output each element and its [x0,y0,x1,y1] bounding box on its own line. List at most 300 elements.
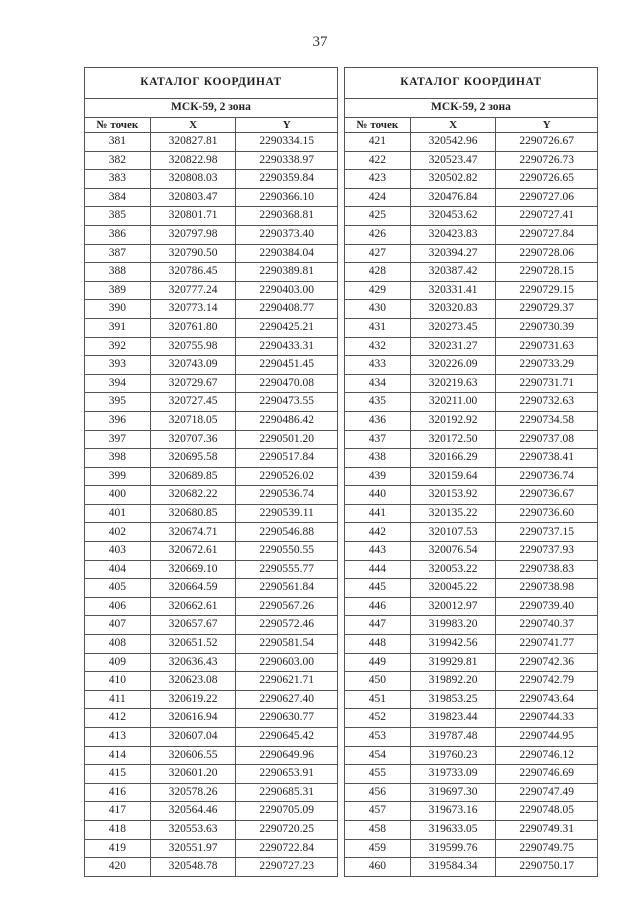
column-header-y: Y [236,118,338,133]
table-row [345,263,598,282]
x-coordinate-cell: 320453.62 [410,207,496,226]
x-coordinate-cell: 320159.64 [410,467,496,486]
y-coordinate-cell: 2290567.26 [236,597,338,616]
y-coordinate-cell: 2290746.12 [496,746,598,765]
table-row [85,635,338,654]
y-coordinate-cell: 2290555.77 [236,560,338,579]
y-coordinate-cell: 2290726.67 [496,133,598,152]
table-row [85,188,338,207]
point-number-cell: 446 [345,597,411,616]
x-coordinate-cell: 320172.50 [410,430,496,449]
x-coordinate-cell: 319853.25 [410,690,496,709]
point-number-cell: 448 [345,635,411,654]
x-coordinate-cell: 320166.29 [410,449,496,468]
y-coordinate-cell: 2290727.23 [236,858,338,877]
point-number-cell: 421 [345,133,411,152]
x-coordinate-cell: 320797.98 [150,225,236,244]
point-number-cell: 407 [85,616,151,635]
y-coordinate-cell: 2290627.40 [236,690,338,709]
table-row [345,151,598,170]
x-coordinate-cell: 320542.96 [410,133,496,152]
point-number-cell: 385 [85,207,151,226]
x-coordinate-cell: 320553.63 [150,820,236,839]
point-number-cell: 433 [345,356,411,375]
y-coordinate-cell: 2290368.81 [236,207,338,226]
table-row [85,783,338,802]
y-coordinate-cell: 2290546.88 [236,523,338,542]
table-row [345,207,598,226]
table-row [85,244,338,263]
table-body [85,133,338,877]
x-coordinate-cell: 320727.45 [150,393,236,412]
x-coordinate-cell: 320790.50 [150,244,236,263]
table-row [345,635,598,654]
x-coordinate-cell: 320564.46 [150,802,236,821]
y-coordinate-cell: 2290726.65 [496,170,598,189]
y-coordinate-cell: 2290720.25 [236,820,338,839]
x-coordinate-cell: 320606.55 [150,746,236,765]
table-row [85,653,338,672]
y-coordinate-cell: 2290645.42 [236,728,338,747]
table-row [85,709,338,728]
y-coordinate-cell: 2290737.15 [496,523,598,542]
point-number-cell: 418 [85,820,151,839]
table-row [85,504,338,523]
table-row [345,300,598,319]
coordinate-catalog-table-right [344,67,598,877]
y-coordinate-cell: 2290408.77 [236,300,338,319]
y-coordinate-cell: 2290736.74 [496,467,598,486]
y-coordinate-cell: 2290739.40 [496,597,598,616]
x-coordinate-cell: 320707.36 [150,430,236,449]
point-number-cell: 451 [345,690,411,709]
table-row [345,839,598,858]
y-coordinate-cell: 2290728.15 [496,263,598,282]
y-coordinate-cell: 2290726.73 [496,151,598,170]
x-coordinate-cell: 320192.92 [410,411,496,430]
x-coordinate-cell: 320808.03 [150,170,236,189]
table-row [85,151,338,170]
x-coordinate-cell: 320394.27 [410,244,496,263]
coordinate-catalog-table-left [84,67,338,877]
x-coordinate-cell: 319697.30 [410,783,496,802]
x-coordinate-cell: 320476.84 [410,188,496,207]
y-coordinate-cell: 2290433.31 [236,337,338,356]
point-number-cell: 392 [85,337,151,356]
point-number-cell: 410 [85,672,151,691]
table-row [345,858,598,877]
point-number-cell: 455 [345,765,411,784]
table-body [345,133,598,877]
point-number-cell: 453 [345,728,411,747]
y-coordinate-cell: 2290732.63 [496,393,598,412]
point-number-cell: 447 [345,616,411,635]
table-row [345,486,598,505]
table-row [345,616,598,635]
point-number-cell: 419 [85,839,151,858]
table-row [345,597,598,616]
table-row [85,318,338,337]
y-coordinate-cell: 2290572.46 [236,616,338,635]
point-number-cell: 436 [345,411,411,430]
table-row [345,374,598,393]
table-row [345,188,598,207]
x-coordinate-cell: 320231.27 [410,337,496,356]
y-coordinate-cell: 2290738.98 [496,579,598,598]
coordinate-system-label: МСК-59, 2 зона [85,99,338,118]
x-coordinate-cell: 320211.00 [410,393,496,412]
y-coordinate-cell: 2290473.55 [236,393,338,412]
y-coordinate-cell: 2290486.42 [236,411,338,430]
table-row [85,858,338,877]
point-number-cell: 435 [345,393,411,412]
table-row [345,504,598,523]
x-coordinate-cell: 320773.14 [150,300,236,319]
x-coordinate-cell: 320755.98 [150,337,236,356]
point-number-cell: 423 [345,170,411,189]
table-row [85,133,338,152]
x-coordinate-cell: 319673.16 [410,802,496,821]
x-coordinate-cell: 320107.53 [410,523,496,542]
y-coordinate-cell: 2290653.91 [236,765,338,784]
point-number-cell: 413 [85,728,151,747]
x-coordinate-cell: 320801.71 [150,207,236,226]
x-coordinate-cell: 320786.45 [150,263,236,282]
point-number-cell: 401 [85,504,151,523]
point-number-cell: 388 [85,263,151,282]
coordinate-system-label: МСК-59, 2 зона [345,99,598,118]
point-number-cell: 415 [85,765,151,784]
point-number-cell: 452 [345,709,411,728]
point-number-cell: 426 [345,225,411,244]
point-number-cell: 417 [85,802,151,821]
point-number-cell: 384 [85,188,151,207]
table-row [345,802,598,821]
y-coordinate-cell: 2290685.31 [236,783,338,802]
y-coordinate-cell: 2290384.04 [236,244,338,263]
table-row [345,356,598,375]
y-coordinate-cell: 2290722.84 [236,839,338,858]
y-coordinate-cell: 2290749.75 [496,839,598,858]
x-coordinate-cell: 320616.94 [150,709,236,728]
y-coordinate-cell: 2290731.71 [496,374,598,393]
table-row [85,616,338,635]
x-coordinate-cell: 320664.59 [150,579,236,598]
x-coordinate-cell: 320680.85 [150,504,236,523]
column-header-point-number: № точек [85,118,151,133]
table-row [345,225,598,244]
y-coordinate-cell: 2290738.83 [496,560,598,579]
x-coordinate-cell: 320423.83 [410,225,496,244]
x-coordinate-cell: 319599.76 [410,839,496,858]
table-row [85,765,338,784]
x-coordinate-cell: 319760.23 [410,746,496,765]
table-row [85,337,338,356]
point-number-cell: 382 [85,151,151,170]
x-coordinate-cell: 320718.05 [150,411,236,430]
table-row [85,263,338,282]
x-coordinate-cell: 320578.26 [150,783,236,802]
x-coordinate-cell: 320669.10 [150,560,236,579]
catalog-title: КАТАЛОГ КООРДИНАТ [85,68,338,99]
point-number-cell: 400 [85,486,151,505]
x-coordinate-cell: 320607.04 [150,728,236,747]
x-coordinate-cell: 320551.97 [150,839,236,858]
y-coordinate-cell: 2290727.41 [496,207,598,226]
y-coordinate-cell: 2290603.00 [236,653,338,672]
table-row [85,690,338,709]
x-coordinate-cell: 320827.81 [150,133,236,152]
table-row [345,430,598,449]
x-coordinate-cell: 319733.09 [410,765,496,784]
point-number-cell: 397 [85,430,151,449]
x-coordinate-cell: 320320.83 [410,300,496,319]
point-number-cell: 429 [345,281,411,300]
y-coordinate-cell: 2290727.84 [496,225,598,244]
table-row [85,728,338,747]
table-row [85,672,338,691]
column-header-point-number: № точек [345,118,411,133]
point-number-cell: 431 [345,318,411,337]
x-coordinate-cell: 320053.22 [410,560,496,579]
table-row [85,486,338,505]
point-number-cell: 408 [85,635,151,654]
y-coordinate-cell: 2290740.37 [496,616,598,635]
table-row [85,411,338,430]
y-coordinate-cell: 2290729.37 [496,300,598,319]
y-coordinate-cell: 2290630.77 [236,709,338,728]
x-coordinate-cell: 320662.61 [150,597,236,616]
point-number-cell: 460 [345,858,411,877]
y-coordinate-cell: 2290736.60 [496,504,598,523]
table-row [85,374,338,393]
y-coordinate-cell: 2290539.11 [236,504,338,523]
y-coordinate-cell: 2290389.81 [236,263,338,282]
table-row [85,802,338,821]
table-row [345,672,598,691]
table-row [85,393,338,412]
table-row [345,133,598,152]
table-row [85,746,338,765]
y-coordinate-cell: 2290501.20 [236,430,338,449]
x-coordinate-cell: 320502.82 [410,170,496,189]
column-header-x: X [410,118,496,133]
table-row [345,820,598,839]
y-coordinate-cell: 2290749.31 [496,820,598,839]
point-number-cell: 444 [345,560,411,579]
point-number-cell: 409 [85,653,151,672]
point-number-cell: 420 [85,858,151,877]
point-number-cell: 440 [345,486,411,505]
y-coordinate-cell: 2290738.41 [496,449,598,468]
point-number-cell: 386 [85,225,151,244]
y-coordinate-cell: 2290737.08 [496,430,598,449]
x-coordinate-cell: 319787.48 [410,728,496,747]
x-coordinate-cell: 320672.61 [150,542,236,561]
point-number-cell: 439 [345,467,411,486]
y-coordinate-cell: 2290744.33 [496,709,598,728]
x-coordinate-cell: 319823.44 [410,709,496,728]
column-header-x: X [150,118,236,133]
y-coordinate-cell: 2290517.84 [236,449,338,468]
x-coordinate-cell: 320523.47 [410,151,496,170]
table-row [85,430,338,449]
x-coordinate-cell: 320331.41 [410,281,496,300]
y-coordinate-cell: 2290705.09 [236,802,338,821]
table-row [345,449,598,468]
y-coordinate-cell: 2290741.77 [496,635,598,654]
point-number-cell: 428 [345,263,411,282]
point-number-cell: 395 [85,393,151,412]
x-coordinate-cell: 320548.78 [150,858,236,877]
table-row [345,709,598,728]
point-number-cell: 414 [85,746,151,765]
point-number-cell: 391 [85,318,151,337]
point-number-cell: 390 [85,300,151,319]
table-row [345,653,598,672]
point-number-cell: 424 [345,188,411,207]
table-row [85,560,338,579]
table-row [345,690,598,709]
y-coordinate-cell: 2290742.79 [496,672,598,691]
point-number-cell: 454 [345,746,411,765]
table-row [345,281,598,300]
point-number-cell: 416 [85,783,151,802]
x-coordinate-cell: 320135.22 [410,504,496,523]
x-coordinate-cell: 320729.67 [150,374,236,393]
y-coordinate-cell: 2290746.69 [496,765,598,784]
point-number-cell: 457 [345,802,411,821]
y-coordinate-cell: 2290536.74 [236,486,338,505]
x-coordinate-cell: 320601.20 [150,765,236,784]
y-coordinate-cell: 2290425.21 [236,318,338,337]
table-row [345,244,598,263]
y-coordinate-cell: 2290750.17 [496,858,598,877]
point-number-cell: 430 [345,300,411,319]
x-coordinate-cell: 320619.22 [150,690,236,709]
point-number-cell: 403 [85,542,151,561]
y-coordinate-cell: 2290373.40 [236,225,338,244]
y-coordinate-cell: 2290403.00 [236,281,338,300]
point-number-cell: 405 [85,579,151,598]
y-coordinate-cell: 2290728.06 [496,244,598,263]
catalog-title: КАТАЛОГ КООРДИНАТ [345,68,598,99]
table-row [85,467,338,486]
x-coordinate-cell: 319892.20 [410,672,496,691]
point-number-cell: 394 [85,374,151,393]
y-coordinate-cell: 2290526.02 [236,467,338,486]
point-number-cell: 449 [345,653,411,672]
point-number-cell: 442 [345,523,411,542]
x-coordinate-cell: 320012.97 [410,597,496,616]
table-row [345,746,598,765]
table-row [345,579,598,598]
x-coordinate-cell: 320777.24 [150,281,236,300]
point-number-cell: 399 [85,467,151,486]
x-coordinate-cell: 319942.56 [410,635,496,654]
x-coordinate-cell: 320045.22 [410,579,496,598]
x-coordinate-cell: 320219.63 [410,374,496,393]
x-coordinate-cell: 320689.85 [150,467,236,486]
table-row [345,728,598,747]
table-row [345,411,598,430]
x-coordinate-cell: 319584.34 [410,858,496,877]
y-coordinate-cell: 2290733.29 [496,356,598,375]
point-number-cell: 389 [85,281,151,300]
y-coordinate-cell: 2290742.36 [496,653,598,672]
table-row [85,597,338,616]
x-coordinate-cell: 320761.80 [150,318,236,337]
table-row [345,783,598,802]
x-coordinate-cell: 320153.92 [410,486,496,505]
table-row [85,207,338,226]
x-coordinate-cell: 320695.58 [150,449,236,468]
point-number-cell: 396 [85,411,151,430]
point-number-cell: 456 [345,783,411,802]
table-row [345,542,598,561]
table-row [85,225,338,244]
x-coordinate-cell: 319929.81 [410,653,496,672]
table-row [345,467,598,486]
table-row [85,523,338,542]
y-coordinate-cell: 2290359.84 [236,170,338,189]
x-coordinate-cell: 320803.47 [150,188,236,207]
y-coordinate-cell: 2290621.71 [236,672,338,691]
point-number-cell: 437 [345,430,411,449]
x-coordinate-cell: 320682.22 [150,486,236,505]
point-number-cell: 422 [345,151,411,170]
point-number-cell: 441 [345,504,411,523]
y-coordinate-cell: 2290334.15 [236,133,338,152]
x-coordinate-cell: 319633.05 [410,820,496,839]
y-coordinate-cell: 2290748.05 [496,802,598,821]
point-number-cell: 432 [345,337,411,356]
x-coordinate-cell: 319983.20 [410,616,496,635]
table-row [85,281,338,300]
y-coordinate-cell: 2290734.58 [496,411,598,430]
y-coordinate-cell: 2290649.96 [236,746,338,765]
point-number-cell: 438 [345,449,411,468]
table-row [85,820,338,839]
x-coordinate-cell: 320657.67 [150,616,236,635]
point-number-cell: 393 [85,356,151,375]
table-row [85,449,338,468]
table-row [345,170,598,189]
x-coordinate-cell: 320387.42 [410,263,496,282]
x-coordinate-cell: 320273.45 [410,318,496,337]
table-row [345,393,598,412]
table-row [85,300,338,319]
y-coordinate-cell: 2290366.10 [236,188,338,207]
x-coordinate-cell: 320623.08 [150,672,236,691]
y-coordinate-cell: 2290470.08 [236,374,338,393]
x-coordinate-cell: 320674.71 [150,523,236,542]
point-number-cell: 443 [345,542,411,561]
y-coordinate-cell: 2290736.67 [496,486,598,505]
table-row [345,560,598,579]
point-number-cell: 411 [85,690,151,709]
y-coordinate-cell: 2290550.55 [236,542,338,561]
table-row [85,170,338,189]
y-coordinate-cell: 2290729.15 [496,281,598,300]
table-row [345,337,598,356]
x-coordinate-cell: 320076.54 [410,542,496,561]
point-number-cell: 402 [85,523,151,542]
y-coordinate-cell: 2290338.97 [236,151,338,170]
y-coordinate-cell: 2290581.54 [236,635,338,654]
table-row [85,542,338,561]
point-number-cell: 425 [345,207,411,226]
